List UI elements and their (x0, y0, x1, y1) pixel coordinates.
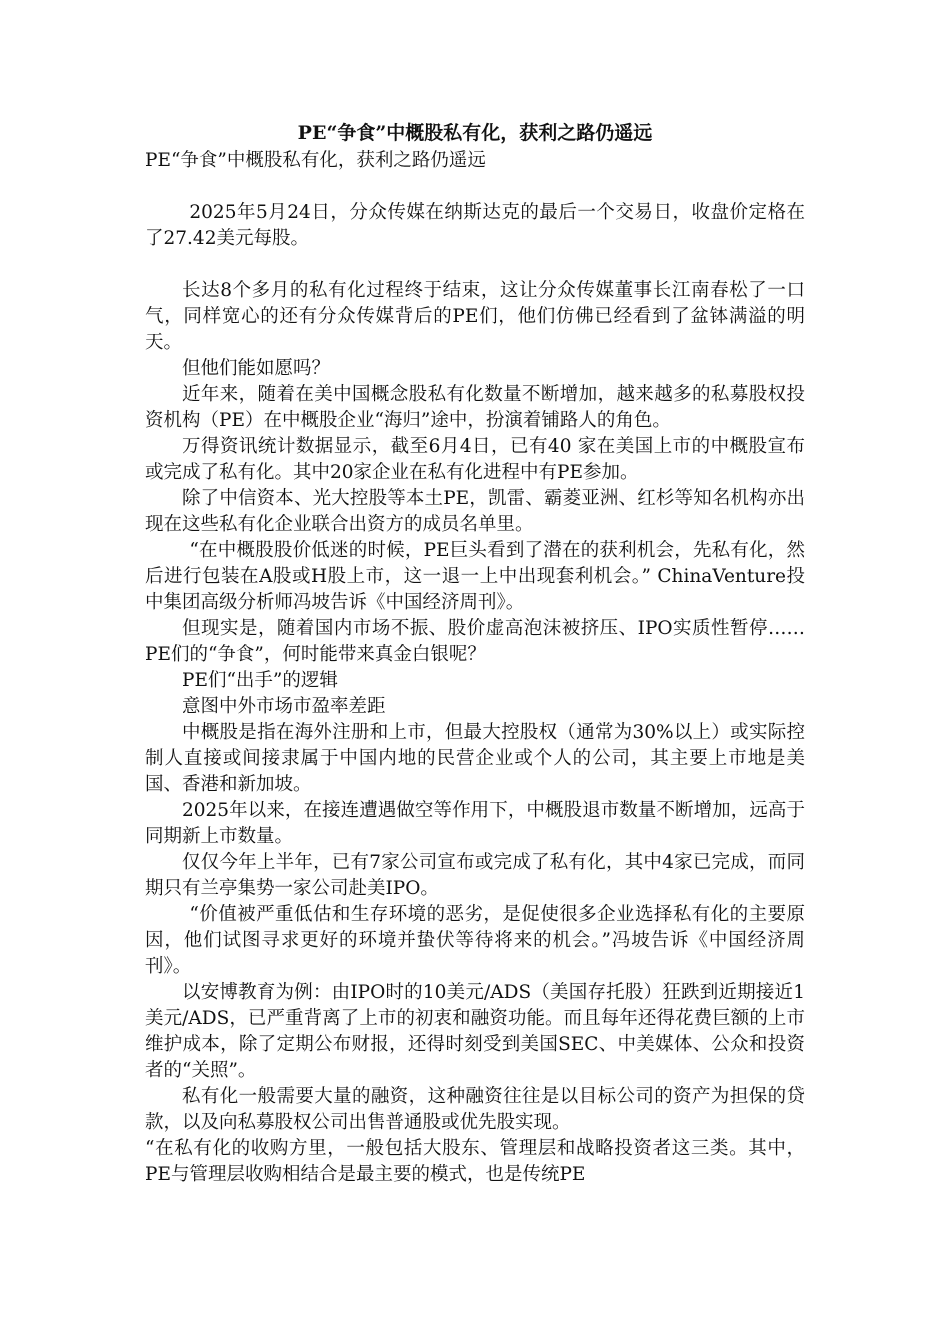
blank-line (145, 252, 805, 278)
document-subtitle: PE“争食”中概股私有化，获利之路仍遥远 (145, 150, 486, 171)
paragraph: 但他们能如愿吗？ (182, 358, 331, 379)
paragraph: 以安博教育为例：由IPO时的10美元/ADS（美国存托股）狂跌到近期接近1美元/ADS，已严重背离了上市的初衷和融资功能。而且每年还得花费巨额的上市维护成本，除了定期公布财报，还得时刻受到美国SEC、中美媒体、公众和投资者的“关照”。 (145, 982, 805, 1081)
paragraph: 万得资讯统计数据显示，截至6月4日，已有40 家在美国上市的中概股宣布或完成了私有化。其中20家企业在私有化进程中有PE参加。 (145, 436, 805, 483)
paragraph: 2025年以来，在接连遭遇做空等作用下，中概股退市数量不断增加，远高于同期新上市数量。 (145, 800, 805, 847)
paragraph: 近年来，随着在美中国概念股私有化数量不断增加，越来越多的私募股权投资机构（PE）在中概股企业“海归”途中，扮演着铺路人的角色。 (145, 384, 805, 431)
blank-line (145, 174, 805, 200)
paragraph: “在私有化的收购方里，一般包括大股东、管理层和战略投资者这三类。其中，PE与管理层收购相结合是最主要的模式，也是传统PE (145, 1138, 805, 1185)
document-title: PE“争食”中概股私有化，获利之路仍遥远 (297, 122, 653, 144)
paragraph: 私有化一般需要大量的融资，这种融资往往是以目标公司的资产为担保的贷款，以及向私募股权公司出售普通股或优先股实现。 (145, 1086, 805, 1133)
paragraph: 但现实是，随着国内市场不振、股价虚高泡沫被挤压、IPO实质性暂停……PE们的“争食”，何时能带来真金白银呢？ (145, 618, 805, 665)
document-page (145, 120, 805, 1188)
paragraph: 仅仅今年上半年，已有7家公司宣布或完成了私有化，其中4家已完成，而同期只有兰亭集势一家公司赴美IPO。 (145, 852, 805, 899)
paragraph: “在中概股股价低迷的时候，PE巨头看到了潜在的获利机会，先私有化，然后进行包装在A股或H股上市，这一退一上中出现套利机会。” ChinaVenture投中集团高级分析师冯坡告诉《中国经济周刊》。 (145, 540, 805, 613)
paragraph: 长达8个多月的私有化过程终于结束，这让分众传媒董事长江南春松了一口气，同样宽心的还有分众传媒背后的PE们，他们仿佛已经看到了盆钵满溢的明天。 (145, 280, 805, 353)
paragraph: 2025年5月24日，分众传媒在纳斯达克的最后一个交易日，收盘价定格在了27.42美元每股。 (145, 202, 805, 249)
section-heading: PE们“出手”的逻辑 (182, 670, 338, 691)
paragraph: “价值被严重低估和生存环境的恶劣，是促使很多企业选择私有化的主要原因，他们试图寻求更好的环境并蛰伏等待将来的机会。”冯坡告诉《中国经济周刊》。 (145, 904, 805, 977)
section-subheading: 意图中外市场市盈率差距 (182, 696, 386, 717)
paragraph: 中概股是指在海外注册和上市，但最大控股权（通常为30%以上）或实际控制人直接或间接隶属于中国内地的民营企业或个人的公司，其主要上市地是美国、香港和新加坡。 (145, 722, 805, 795)
paragraph: 除了中信资本、光大控股等本土PE，凯雷、霸菱亚洲、红杉等知名机构亦出现在这些私有化企业联合出资方的成员名单里。 (145, 488, 805, 535)
